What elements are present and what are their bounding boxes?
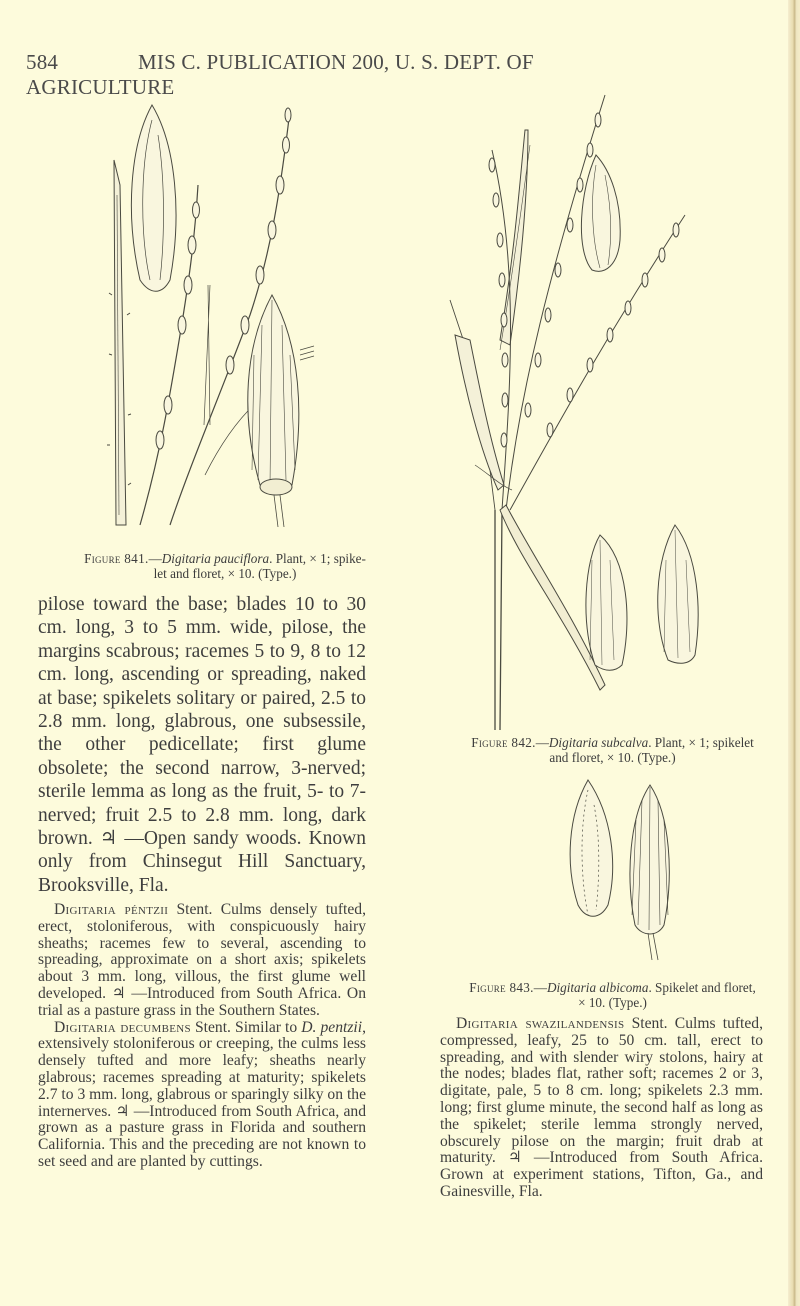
figure-841-illustration bbox=[100, 95, 360, 535]
figure-label: Figure 841. bbox=[84, 551, 149, 566]
species-name: Digitaria albicoma bbox=[546, 980, 649, 995]
entry-text: Similar to bbox=[230, 1018, 302, 1036]
species-name: Digitaria swazilandensis bbox=[456, 1015, 625, 1032]
figure-841-caption: Figure 841.—Digitaria pauciflora. Plant, × 1; spike- let and floret, × 10. (Type.) bbox=[84, 551, 366, 581]
authority: Stent. bbox=[190, 1018, 231, 1036]
left-column-large-text bbox=[38, 593, 366, 897]
entry-text: , extensively stoloniferous or creeping, the culms less densely tufted and more leafy; sheaths nearly glabrous; racemes spreading at maturity; spikelets 2.7 to 3 mm. long, glabrous or sparingly silky on the internerves. ♃ —Introduced from South Africa, and grown as a pasture grass in Florida and southern California. This and the preceding are not known to set seed and are planted by cuttings. bbox=[38, 1018, 366, 1170]
species-entry-swazilandensis bbox=[440, 1016, 763, 1201]
figure-843-caption: Figure 843.—Digitaria albicoma. Spikelet and floret, × 10. (Type.) bbox=[469, 980, 756, 1010]
publication-title: MIS C. PUBLICATION 200, U. S. DEPT. OF AGRICULTURE bbox=[26, 50, 534, 99]
species-name: Digitaria péntzii bbox=[54, 901, 169, 918]
figure-842-caption: Figure 842.—Digitaria subcalva. Plant, × 1; spikelet and floret, × 10. (Type.) bbox=[471, 735, 754, 765]
caption-text: . Plant, × 1; spikelet bbox=[648, 735, 754, 750]
species-name: Digitaria decumbens bbox=[54, 1018, 191, 1036]
caption-text: . Plant, × 1; spike- bbox=[269, 551, 366, 566]
entry-text: Culms tufted, compressed, leafy, 25 to 50 cm. tall, erect to spreading, and with slender wiry stolons, hairy at the nodes; blades flat, rather soft; racemes 2 or 3, digitate, pale, 5 to 8 cm. long; spikelets 2.3 mm. long; first glume minute, the second half as long as the spikelet; sterile lemma strongly nerved, obscurely pilose on the margin; fruit drab at maturity. ♃ —Introduced from South Africa. Grown at experiment stations, Tifton, Ga., and Gainesville, Fla. bbox=[440, 1015, 764, 1200]
figure-842-illustration bbox=[440, 90, 740, 740]
caption-text: × 10. (Type.) bbox=[578, 995, 647, 1010]
caption-text: let and floret, × 10. (Type.) bbox=[153, 566, 297, 581]
left-column-small-text bbox=[38, 902, 366, 1171]
right-column-small-text bbox=[440, 1016, 763, 1201]
caption-text: . Spikelet and floret, bbox=[648, 980, 756, 995]
authority: Stent. bbox=[624, 1015, 668, 1032]
page-number: 584 bbox=[26, 50, 59, 74]
species-name: Digitaria subcalva bbox=[548, 735, 649, 750]
figure-label: Figure 843. bbox=[469, 980, 534, 995]
caption-text: and floret, × 10. (Type.) bbox=[549, 750, 676, 765]
species-entry-pentzii bbox=[38, 902, 366, 1020]
entry-text: Culms densely tufted, erect, stoloniferous, with conspicuously hairy sheaths; racemes few to several, ascending to spreading, approximate on a short axis; spikelets about 3 mm. long, villous, the first glume well developed. ♃ —Introduced from South Africa. On trial as a pasture grass in the Southern States. bbox=[38, 901, 366, 1019]
species-name: Digitaria pauciflora bbox=[161, 551, 270, 566]
page-edge-binding bbox=[788, 0, 800, 1306]
authority: Stent. bbox=[168, 901, 213, 918]
figure-label: Figure 842. bbox=[471, 735, 536, 750]
species-entry-decumbens bbox=[38, 1020, 366, 1171]
species-reference: D. pentzii bbox=[301, 1018, 363, 1036]
description-paragraph: pilose toward the base; blades 10 to 30 cm. long, 3 to 5 mm. wide, pilose, the margins scabrous; racemes 5 to 9, 8 to 12 cm. long, ascending or spreading, naked at base; spikelets solitary or paired, 2.5 to 2.8 mm. long, glabrous, one subsessile, the other pedicellate; first glume obsolete; the second narrow, 3-nerved; sterile lemma as long as the fruit, 5- to 7-nerved; fruit 2.5 to 2.8 mm. long, dark brown. ♃ —Open sandy woods. Known only from Chinsegut Hill Sanctuary, Brooksville, Fla. bbox=[38, 594, 366, 896]
figure-843-illustration bbox=[560, 775, 720, 965]
